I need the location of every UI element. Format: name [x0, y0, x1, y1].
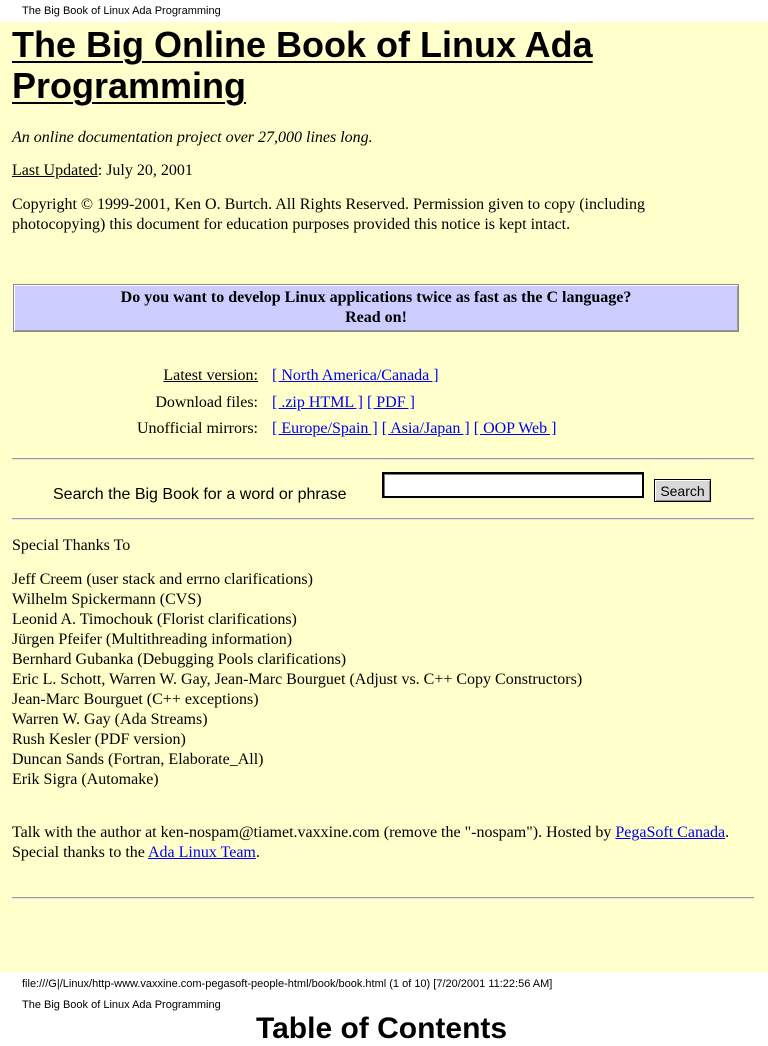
last-updated-label: Last Updated	[12, 162, 98, 179]
link-asia-japan[interactable]: [ Asia/Japan ]	[381, 420, 470, 437]
divider	[12, 458, 754, 460]
toc-heading-partial: Table of Contents	[256, 1012, 508, 1045]
list-item: Erik Sigra (Automake)	[12, 771, 159, 788]
divider	[12, 518, 754, 520]
link-europe-spain[interactable]: [ Europe/Spain ]	[272, 420, 378, 437]
contact-paragraph: Talk with the author at ken-nospam@tiamet.vaxxine.com (remove the "-nospam"). Hosted by PegaSoft Canada. Special thanks to the Ada Linux Team.	[12, 824, 730, 861]
print-page-header	[0, 0, 768, 22]
footer-url: file:///G|/Linux/http-www.vaxxine.com-pegasoft-people-html/book/book.html (1 of 10) [7/20/2001 11:22:56 AM]	[22, 978, 553, 990]
link-north-america[interactable]: [ North America/Canada ]	[272, 367, 439, 384]
list-item: Jean-Marc Bourguet (C++ exceptions)	[12, 691, 259, 708]
thanks-heading: Special Thanks To	[12, 537, 131, 554]
link-zip-html[interactable]: [ .zip HTML ]	[272, 394, 363, 411]
search-label: Search the Big Book for a word or phrase	[53, 486, 347, 503]
last-updated-value: : July 20, 2001	[97, 162, 193, 179]
link-oop-web[interactable]: [ OOP Web ]	[473, 420, 557, 437]
copyright-notice: Copyright © 1999-2001, Ken O. Burtch. All Rights Reserved. Permission given to copy (including photocopying) this document for education purposes provided this notice is kept intact.	[12, 196, 645, 233]
mirrors-label: Unofficial mirrors:	[136, 420, 258, 437]
subtitle: An online documentation project over 27,000 lines long.	[12, 129, 373, 146]
search-input[interactable]	[382, 472, 644, 498]
promo-banner	[13, 284, 739, 332]
promo-line-1: Do you want to develop Linux applications twice as fast as the C language?	[120, 289, 632, 306]
list-item: Warren W. Gay (Ada Streams)	[12, 711, 208, 728]
download-files-row	[0, 394, 768, 414]
divider	[12, 897, 754, 899]
list-item: Wilhelm Spickermann (CVS)	[12, 591, 202, 608]
next-page-header: The Big Book of Linux Ada Programming	[22, 999, 221, 1011]
link-ada-linux-team[interactable]: Ada Linux Team	[147, 844, 256, 861]
thanks-list	[12, 570, 582, 790]
promo-line-2: Read on!	[345, 309, 407, 326]
page-header-title: The Big Book of Linux Ada Programming	[22, 5, 221, 17]
list-item: Bernhard Gubanka (Debugging Pools clarifications)	[12, 651, 347, 668]
list-item: Jürgen Pfeifer (Multithreading information)	[12, 631, 293, 648]
link-pdf[interactable]: [ PDF ]	[366, 394, 415, 411]
mirrors-row	[0, 420, 768, 440]
list-item: Eric L. Schott, Warren W. Gay, Jean-Marc Bourguet (Adjust vs. C++ Copy Constructors)	[12, 671, 583, 688]
search-button[interactable]: Search	[654, 479, 711, 502]
list-item: Jeff Creem (user stack and errno clarifications)	[12, 571, 313, 588]
list-item: Duncan Sands (Fortran, Elaborate_All)	[12, 751, 264, 768]
list-item: Leonid A. Timochouk (Florist clarifications)	[12, 611, 297, 628]
page-content	[0, 22, 768, 972]
page-title: The Big Online Book of Linux Ada Programming	[12, 24, 593, 106]
print-page-footer	[0, 972, 768, 1045]
latest-version-label: Latest version:	[163, 367, 258, 384]
download-files-label: Download files:	[155, 394, 258, 411]
link-pegasoft-canada[interactable]: PegaSoft Canada	[615, 824, 726, 841]
list-item: Rush Kesler (PDF version)	[12, 731, 186, 748]
latest-version-row	[0, 367, 768, 387]
last-updated	[12, 162, 193, 180]
